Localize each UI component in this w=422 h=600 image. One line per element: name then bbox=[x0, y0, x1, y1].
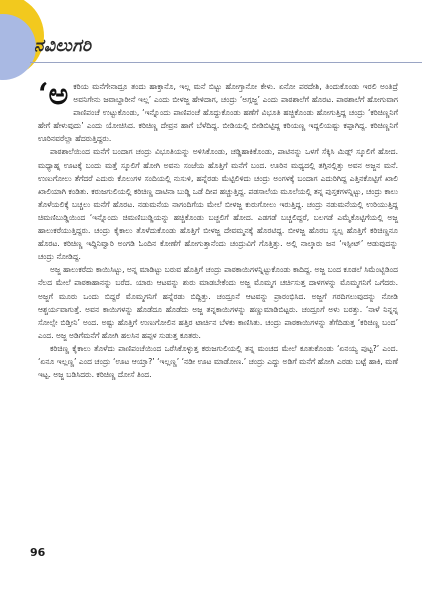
article-paragraph bbox=[38, 77, 398, 145]
section-title: ನವಿಲುಗರಿ bbox=[34, 36, 92, 56]
drop-cap: ‘ಅ bbox=[38, 77, 69, 112]
article-body bbox=[38, 77, 398, 381]
page-number: 96 bbox=[30, 546, 46, 559]
header-divider bbox=[30, 62, 422, 63]
paragraph-text: ಕರಿಯ ಮನೆಗೇನಾದ್ರೂ ತಂದು ಹಾಕ್ತಾನೊ, ಇಲ್ಲ ಮನೆ ಬಿಟ್ಟು ಹೋಗ್ತಾನೋ ಕೇಳು. ಏನೋ ಪರದೇಶಿ, ತಿಂದುಕೊಂಡು ಇರಲಿ ಅಂತಿದ್ರೆ ಅವನಿಗೇನು ಜವಾಬ್ದಾರೀನೆ ಇಲ್ಲ’ ಎಂದು ಬೀಳಜ್ಜ ಹೇಳಿದಾಗ, ಚಂದ್ರು ‘ಅಗ್ಗಜ್ಜ’ ಎಂದು ಪಾಠಶಾಲೆಗೆ ಹೊರಟ. ಪಾಠಶಾಲೆಗೆ ಹೋಗುವಾಗ ಪಾಣಿಪಂಚೆ ಉಟ್ಟುಕೊಂಡು, ‘ಇನ್ನೊಂದು ಪಾಣಿಪಂಚೆ ಹೊದ್ದುಕೊಂಡು ಹಣೆಗೆ ವಿಭೂತಿ ಹಚ್ಚಿಕೊಂಡು ಹೋಗುತ್ತಿದ್ದ ಚಂದ್ರು ‘ಕರಿಚಿಣ್ಣನಿಗೆ ಹೇಗೆ ಹೇಳುವುದು’ ಎಂದು ಯೋಚಿಸಿದ. ಕರಿಚಿಣ್ಣ ದೇವ್ರನ ಹಾಗೆ ಬೆಳೆದಿದ್ದ. ಬೀಡಿಯಲ್ಲಿ ಬೀಡಿಬಿಟ್ಟಿದ್ದ ಕರಿಯಣ್ಣ ಇದ್ದಲಿಯಷ್ಟು ಕಪ್ಪಾಗಿದ್ದ. ಕರಿಚಿಣ್ಣನಿಗೆ ಊರಿನವರೆಲ್ಲಾ ಹೆದರುತ್ತಿದ್ದರು. bbox=[38, 82, 398, 144]
article-paragraph: ಅಜ್ಜ ಹಾಲುಕರೆದು ಕಾಯಿಸಿಟ್ಟು, ಅನ್ನ ಮಾಡಿಟ್ಟು ಬರುವ ಹೊತ್ತಿಗೆ ಚಂದ್ರು ಪಾಠಕಾಯಿಗಳನ್ನಿಟ್ಟುಕೊಂಡು ಕಾದಿದ್ದ. ಅಜ್ಜ ಬಂದ ಕೂಡಲೆ ಸಿಮೆಂಟ್ಬಿಡಿಂದ ನೆಲದ ಮೇಲೆ ಪಾಠಕಾಹಾನನ್ನು ಬರೆದ. ಯಾರು ಆಟವನ್ನು ಶುರು ಮಾಡಬೇಕೆಂದು ಅಜ್ಜ ಮೊಮ್ಮಗ ಚರ್ಚಿಸುತ್ತ ದಾಳಗಳನ್ನು ಮೊಮ್ಮಗನಿಗೆ ಒಗೆದರು. ಅಜ್ಜಗೆ ಮೂರು ಒಂದು ಬಿದ್ದರೆ ಮೊಮ್ಮಗನಿಗೆ ಹನ್ನೆರಡು ಬಿದ್ದಿತ್ತು. ಚಂದ್ರೂನೆ ಆಟವನ್ನು ಪ್ರಾರಂಭಿಸಿದ. ಅಜ್ಜಗೆ ಗರದಿಗಲುವುದನ್ನು ನೋಡಿ ಆಶ್ಚರ್ಯವಾಗುತ್ತೆ. ಅವನ ಕಾಯಿಗಳನ್ನು ಹೊಡೆದೂ ಹೊಡೆದು ಅಜ್ಜ ತನ್ನಕಾಯಿಗಳನ್ನು ಹಣ್ಣುಮಾಡಿಬಿಟ್ಟರು. ಚಂದ್ರೂಗೆ ಅಳು ಬರತ್ತು. ‘ನಾಳೆ ನಿನ್ನನ್ನ ಸೋಲ್ಸೇ ಬಿಡ್ತೀನಿ’ ಅಂದ. ಅಷ್ಟು ಹೊತ್ತಿಗೆ ಉಣುಗೋಲಿನ ಹತ್ತಿರ ಟಾರ್ಚಿನ ಬೆಳಕು ಕಾಣಿಸಿತು. ಚಂದ್ರು ಪಾಠಕಾಯಿಗಳನ್ನು ತೆಗೆದಿಡುತ್ತ ‘ಕರಿಚಿಣ್ಣ ಬಂದ’ ಎಂದ. ಅಜ್ಜ ಅಡಿಗೆಮನೆಗೆ ಹೋಗಿ ಹಲಸಿನ ಹಪ್ಪಳ ಸುಡುತ್ತ ಕೂತರು. bbox=[38, 265, 398, 340]
article-paragraph: ಪಾಠಶಾಲೆಯಿಂದ ಮನೆಗೆ ಬಂದಾಗ ಚಂದ್ರು ವಿಭೂತಿಯನ್ನು ಅಳಿಸಿಕೊಂಡು, ಚಡ್ಡಿಹಾಕಿಕೊಂಡು, ಪಾಟಿನನ್ನು ಒಳಗೆ ಸೆಕ್ಕಿಸಿ ಮಿಡ್ಲ್ ಸ್ಕೂಲಿಗೆ ಹೋದ. ಮಧ್ಯಾಹ್ನ ಊಟಕ್ಕೆ ಬಂದು ಮತ್ತೆ ಸ್ಕೂಲಿಗೆ ಹೋಗಿ ಅವನು ಸಂಜೆಯ ಹೊತ್ತಿಗೆ ಮನೆಗೆ ಬಂದ. ಊರಿನ ಮಧ್ಯದಲ್ಲಿ ತಗ್ಗಿನಲ್ಲಿತ್ತು ಅವನ ಅಜ್ಜನ ಮನೆ. ಉಣುಗೋಲು ತೆಗೆದರೆ ಎದುರು ಕೊಲುಗಳ ಸಂದಿಯಲ್ಲಿ ನುಸುಳಿ, ಹನ್ನೆರಡು ಮೆಟ್ಟಿಲಿಳಿದು ಚಂದ್ರು ಅಂಗಳಕ್ಕೆ ಬಂದಾಗ ಎದುರಿಗಿದ್ದ ಎತ್ತಿನಕೊಟ್ಟಿಗೆ ಖಾಲಿ ಖಾಲಿಯಾಗಿ ಕಂಡಿತು. ಕರುಜಗುಲಿಯಲ್ಲಿ ಕರಿಚಿಣ್ಣ ದಾಟಿನಾ ಬುಡ್ಡಿ ಒಡೆ ದೀಪ ಹಚ್ಚುತ್ತಿದ್ದ. ಪಡಸಾಲೆಯ ಮೂಲೆಯಲ್ಲಿ ತನ್ನ ಪುಸ್ತಕಗಳನ್ನಿಟ್ಟು, ಚಂದ್ರು ಕಾಲು ತೊಳೆಯಲಿಕ್ಕೆ ಬಚ್ಚಲು ಮನೆಗೆ ಹೊರಟ. ನಡುಮನೆಯ ನಾಗಂದಿಗೆಯ ಮೇಲೆ ಬೀಳಜ್ಜ ಕುರುಗೋಲು ಇರುತ್ತಿದ್ದ. ಚಂದ್ರು ನಡುಮನೆಯಲ್ಲಿ ಉರಿಯುತ್ತಿದ್ದ ಚಿಮಣಿಬುಡ್ಡಿಯಿಂದ ‘ಇನ್ನೊಂದು ಚಿಮಣಿಬುಡ್ಡಿಯನ್ನು ಹಚ್ಚಿಕೊಂಡು ಬಚ್ಚಲಿಗೆ ಹೋದ. ಎಡಗಡೆ ಬಚ್ಚಲಿದ್ದರೆ, ಬಲಗಡೆ ಎಮ್ಮೆಕೊಟ್ಟಿಗೆಯಲ್ಲಿ ಅಜ್ಜ ಹಾಲುಕರೆಯುತ್ತಿದ್ದರು. ಚಂದ್ರು ಕೈಕಾಲು ತೊಳೆದುಕೊಂಡು ಹೊತ್ತಿಗೆ ಬೀಳಜ್ಜ ದೇವಮ್ಮನಕ್ಕೆ ಹೊರಟಿದ್ದ. ಬೀಳಜ್ಜ ಹೊರಬ ಸ್ವಲ್ಪ ಹೊತ್ತಿಗೆ ಕರಿಚಿಣ್ಣನೂ ಹೊರಟ. ಕರಿಚಿಣ್ಣ ಇದ್ದಿನಿವ್ವಾರಿ ಅಂಗಡಿ ಓಂದಿನ ಕೋಣೆಗೆ ಹೋಗುತ್ತಾನೆಂದು ಚಂದ್ರುವಿಗೆ ಗೊತ್ತಿತ್ತು. ಅಲ್ಲಿ ನಾಲ್ಕಾರು ಜನ ‘ಇಸ್ಪೀಟ್’ ಆಡುವುದನ್ನು ಚಂದ್ರು ನೋಡಿದ್ದ. bbox=[38, 147, 398, 262]
article-paragraph: ಕರಿಚಿಣ್ಣ ಕೈಕಾಲು ತೊಳೆದು ಪಾಣಿಪಂಚೆಯಿಂದ ಒರೆಸಿಕೊಳ್ಳುತ್ತ ಕರುಜಗುಲಿಯಲ್ಲಿ ತನ್ನ ಮಂಚದ ಮೇಲೆ ಕೂತುಕೊಂಡು ‘ಏನಯ್ಯ ಪುಟ್ಟ?’ ಎಂದ. ‘ಏನೂ ಇಲ್ಲಣ್ಣ’ ಎಂದ ಚಂದ್ರು ‘ಊಟ ಆಯ್ತಾ?’ ‘ಇಲ್ಲಣ್ಣ’ ‘ನಡೀ ಊಟ ಮಾಡೋಣ.’ ಚಂದ್ರು ಎದ್ದು ಅಡಿಗೆ ಮನೆಗೆ ಹೋಗಿ ಎರಡು ಬಟ್ಟೆ ಹಾಕಿ, ಮಣೆ ಇಟ್ಟ. ಅಜ್ಜ ಬಡಿಸಿದರು. ಕರಿಚಿಣ್ಣ ದೋಸೆ ತಿಂದ. bbox=[38, 343, 398, 380]
